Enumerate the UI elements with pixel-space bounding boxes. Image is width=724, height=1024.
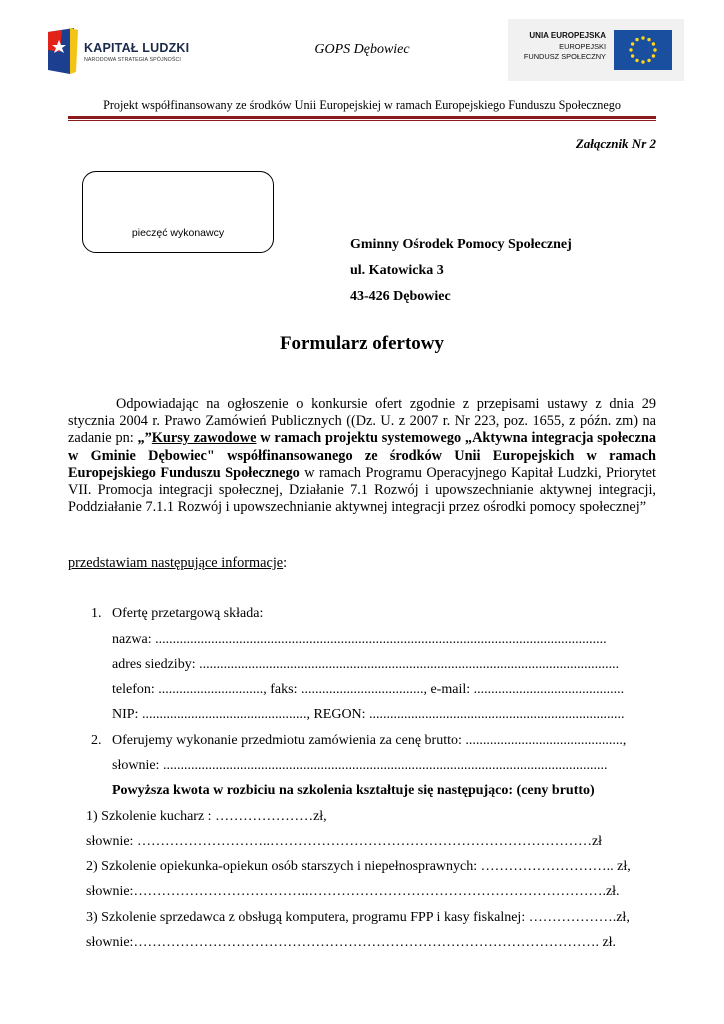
task-name: Kursy zawodowe — [151, 430, 257, 447]
eu-flag-icon — [614, 30, 672, 70]
recipient-name: Gminny Ośrodek Pomocy Społecznej — [350, 237, 572, 252]
seller-training-price[interactable]: 3) Szkolenie sprzedawca z obsługą komputera, programu FPP i kasy fiskalnej: ……………….zł, — [86, 910, 630, 925]
intro-text-2: w ramach Programu Operacyjnego Kapitał Ludzki, Priorytet VII. Promocja integracji społecznej, Działanie 7.1 Rozwój i upowszechnianie aktywnej integracji, Poddziałanie 7.1.1 Rozwój i upowszechnianie aktywnej integracji przez ośrodki pomocy społecznej” — [68, 464, 656, 516]
contact-fields[interactable]: telefon: .............................., faks: ..................................., e-mail: ........................................... — [112, 682, 625, 697]
seller-training-words[interactable]: słownie:………………………………………………………………………………………. zł. — [86, 935, 617, 950]
contractor-stamp-box — [82, 171, 274, 253]
header-divider — [68, 116, 656, 119]
eu-name: UNIA EUROPEJSKA — [529, 31, 606, 40]
eu-fund-text — [524, 31, 606, 63]
stamp-label: pieczęć wykonawcy — [131, 227, 225, 239]
eu-fund-line3: FUNDUSZ SPOŁECZNY — [523, 52, 606, 61]
annex-label: Załącznik Nr 2 — [575, 136, 656, 151]
present-info-line — [68, 555, 287, 572]
eu-fund-line2: EUROPEJSKI — [559, 41, 606, 51]
intro-quote-open: „” — [137, 430, 152, 447]
intro-project-name: w ramach projektu systemowego „Aktywna integracja społeczna w Gminie Dębowiec" współfinansowanego ze środków Unii Europejskich w ramach Europejskiego Funduszu Społecznego — [68, 430, 656, 481]
recipient-city: 43-426 Dębowiec — [350, 289, 451, 304]
form-title: Formularz ofertowy — [279, 333, 445, 354]
item-1-title: Ofertę przetargową składa: — [112, 606, 264, 621]
present-info-text: przedstawiam następujące informacje — [68, 555, 284, 571]
breakdown-heading: Powyższa kwota w rozbiciu na szkolenia kształtuje się następująco: (ceny brutto) — [112, 783, 595, 798]
eu-fund-logo — [508, 19, 684, 81]
caregiver-training-words[interactable]: słownie:………………………………..……………………………………………………….zł. — [86, 884, 620, 899]
recipient-street: ul. Katowicka 3 — [350, 263, 444, 278]
intro-paragraph — [68, 396, 656, 516]
item-1-number: 1. — [91, 606, 102, 621]
kapital-ludzki-name: KAPITAŁ LUDZKI — [84, 41, 190, 55]
kapital-ludzki-tagline: NARODOWA STRATEGIA SPÓJNOŚCI — [84, 57, 181, 63]
present-info-colon: : — [283, 555, 288, 571]
header-divider-thin — [68, 120, 656, 121]
header-title: GOPS Dębowiec — [314, 42, 410, 57]
cook-training-price[interactable]: 1) Szkolenie kucharz : …………………zł, — [86, 809, 327, 824]
intro-text-1: Odpowiadając na ogłoszenie o konkursie ofert zgodnie z przepisami ustawy z dnia 29 stycznia 2004 r. Prawo Zamówień Publicznych ((Dz. U. z 2007 r. Nr 223, poz. 1655, z późn. zm) na zadanie pn: — [68, 396, 656, 447]
item-2-number: 2. — [91, 733, 102, 748]
project-cofinancing-line: Projekt współfinansowany ze środków Unii Europejskiej w ramach Europejskiego Funduszu Społecznego — [103, 98, 621, 112]
caregiver-training-price[interactable]: 2) Szkolenie opiekunka-opiekun osób starszych i niepełnosprawnych: ……………………….. zł, — [86, 859, 631, 874]
name-field[interactable]: nazwa: ................................................................................................................................. — [112, 632, 607, 647]
gross-price-field[interactable]: Oferujemy wykonanie przedmiotu zamówienia za cenę brutto: ............................................., — [112, 733, 627, 748]
price-in-words-field[interactable]: słownie: ............................................................................................................................... — [112, 758, 608, 773]
nip-regon-fields[interactable]: NIP: ..............................................., REGON: ......................................................................... — [112, 707, 625, 722]
cook-training-words[interactable]: słownie: ………………………..……………………………………………………………zł — [86, 834, 603, 849]
address-field[interactable]: adres siedziby: ........................................................................................................................ — [112, 657, 620, 672]
